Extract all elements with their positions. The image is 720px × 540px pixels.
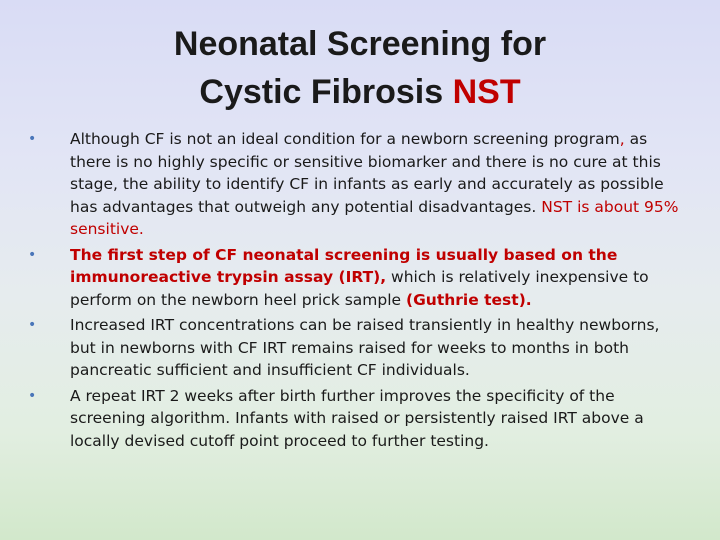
bullet-list	[20, 128, 690, 455]
bullet-item-4	[20, 385, 690, 453]
bullet-4-text-cont: Infants with raised or persistently raised IRT above a locally devised cutoff point proceed to further testing.	[70, 409, 644, 450]
bullet-marker: •	[28, 387, 37, 404]
bullet-1-text: Although CF is not an ideal condition for a newborn screening program	[70, 130, 620, 148]
bullet-3-text: Increased IRT concentrations can be raised transiently in healthy newborns, but in newborns with CF IRT remains raised for weeks to months in both pancreatic sufficient and insufficient CF individuals.	[70, 316, 660, 379]
bullet-item-1	[20, 128, 690, 241]
title-line-2	[40, 68, 680, 116]
bullet-2-highlight: The first step of CF neonatal screening is usually based on the immunoreactive trypsin assay (IRT),	[70, 245, 618, 286]
bullet-1-text-cont: as there is no highly specific or sensitive biomarker and there is no cure at this stage, the ability to identify CF in infants as early and accurately as possible has advantages that outweigh any potential disadvantages.	[70, 130, 664, 216]
bullet-item-2	[20, 244, 690, 312]
bullet-marker: •	[28, 246, 37, 263]
bullet-2-text: which is relatively inexpensive to perform on the newborn heel prick sample	[70, 268, 649, 309]
slide-title	[40, 20, 680, 116]
bullet-marker: •	[28, 317, 37, 333]
bullet-1-highlight: NST is about 95% sensitive.	[70, 197, 679, 238]
title-line-2-text: Cystic Fibrosis	[199, 73, 444, 111]
title-accent: NST	[452, 73, 521, 111]
bullet-item-3	[20, 314, 690, 382]
bullet-2-guthrie: (Guthrie test).	[405, 290, 532, 309]
bullet-1-comma: ,	[619, 130, 625, 148]
bullet-marker: •	[28, 131, 37, 147]
bullet-4-text: A repeat IRT 2 weeks after birth further improves the specificity of the screening algorithm.	[70, 386, 615, 427]
title-line-1: Neonatal Screening for	[173, 25, 547, 63]
